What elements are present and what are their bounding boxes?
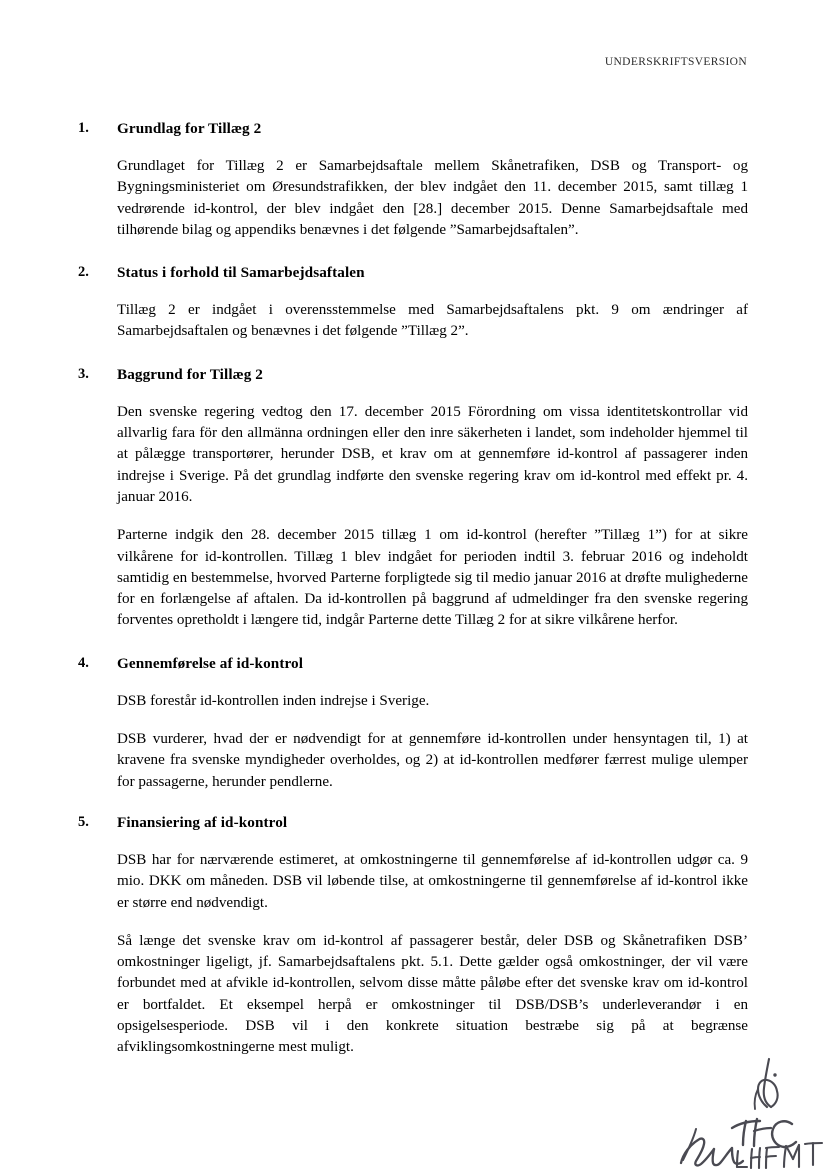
section-1 [78, 118, 748, 241]
section-4-heading [78, 653, 748, 674]
section-2-heading [78, 262, 748, 283]
section-1-paragraph-1: Grundlaget for Tillæg 2 er Samarbejdsaftale mellem Skånetrafiken, DSB og Transport- og Bygningsministeriet om Øresundstrafikken, der blev indgået den 11. december 2015, samt tillæg 1 vedrørende id-kontrol, der blev indgået den [28.] december 2015. Denne Samarbejdsaftale med tilhørende bilag og appendiks benævnes i det følgende ”Samarbejdsaftalen”. [117, 158, 748, 238]
spacer [78, 712, 748, 729]
section-5-title: Finansiering af id-kontrol [117, 813, 288, 831]
section-5-paragraph-2: Så længe det svenske krav om id-kontrol af passagerer består, deler DSB og Skånetrafiken DSB’ omkostninger ligeligt, jf. Samarbejdsaftalens pkt. 5.1. Dette gælder også omkostninger, der vil være forbundet med at afvikle id-kontrollen, selvom disse måtte påløbe efter det svenske krav om id-kontrol er bortfaldet. Et eksempel herpå er omkostninger til DSB/DSB’s underleverandør i en opsigelsesperiode. DSB vil i den konkrete situation bestræbe sig på at begrænse afviklingsomkostningerne mest muligt. [117, 932, 748, 1056]
section-5-number: 5. [78, 813, 89, 830]
spacer [78, 283, 748, 300]
section-3-heading [78, 364, 748, 385]
spacer [78, 833, 748, 850]
section-1-heading [78, 118, 748, 139]
section-3-paragraph-2: Parterne indgik den 28. december 2015 tillæg 1 om id-kontrol (herefter ”Tillæg 1”) for at sikre vilkårene for id-kontrollen. Tillæg 1 blev indgået for perioden indtil 3. februar 2016 og indeholdt samtidig en bestemmelse, hvorved Parterne forpligtede sig til medio januar 2016 at drøfte mulighederne for en forlængelse af aftalen. Da id-kontrollen på baggrund af udmeldinger fra den svenske regering forventes opretholdt i længere tid, indgår Parterne dette Tillæg 2 for at sikre vilkårene herfor. [117, 527, 748, 629]
section-4-paragraph-2: DSB vurderer, hvad der er nødvendigt for at gennemføre id-kontrollen under hensyntagen til, 1) at kravene fra svenske myndigheder overholdes, og 2) at id-kontrollen medfører færrest mulige ulemper for passagerne, herunder pendlerne. [117, 731, 748, 790]
section-2-number: 2. [78, 264, 89, 281]
spacer [78, 139, 748, 156]
section-1-number: 1. [78, 120, 89, 136]
spacer [78, 385, 748, 402]
section-4-number: 4. [78, 654, 89, 671]
section-2-paragraph-1: Tillæg 2 er indgået i overensstemmelse med Samarbejdsaftalens pkt. 9 om ændringer af Samarbejdsaftalen og benævnes i det følgende ”Tillæg 2”. [117, 302, 748, 340]
section-3-paragraph-1: Den svenske regering vedtog den 17. december 2015 Förordning om vissa identitetskontrollar vid allvarlig fara för den allmänna ordningen eller den inre säkerheten i landet, som indeholder hjemmel til at pålægge transportører, herunder DSB, et krav om at gennemføre id-kontrol af passagerer inden indrejse i Sverige. På det grundlag indførte den svenske regering krav om id-kontrol med effekt pr. 4. januar 2016. [117, 403, 748, 505]
section-5 [78, 812, 748, 1059]
spacer [78, 343, 748, 364]
section-4-paragraph-1: DSB forestår id-kontrollen inden indrejse i Sverige. [117, 692, 430, 709]
spacer [78, 674, 748, 691]
section-5-heading [78, 812, 748, 833]
section-3 [78, 364, 748, 632]
section-5-paragraph-1: DSB har for nærværende estimeret, at omkostningerne til gennemførelse af id-kontrollen udgør ca. 9 mio. DKK om måneden. DSB vil løbende tilse, at omkostningerne til gennemførelse af id-kontrol ikke er større end nødvendigt. [117, 851, 748, 911]
section-1-title: Grundlag for Tillæg 2 [117, 120, 262, 137]
document-body [78, 118, 748, 1059]
spacer [78, 914, 748, 931]
section-2-title: Status i forhold til Samarbejdsaftalen [117, 264, 365, 282]
section-4-title: Gennemførelse af id-kontrol [117, 654, 304, 672]
section-3-title: Baggrund for Tillæg 2 [117, 365, 263, 383]
handwritten-signature-block [672, 1055, 828, 1169]
section-4 [78, 653, 748, 793]
spacer [78, 632, 748, 653]
section-2 [78, 262, 748, 343]
section-3-number: 3. [78, 365, 89, 382]
document-header-label: UNDERSKRIFTSVERSION [604, 56, 747, 68]
spacer [78, 793, 748, 812]
signature-ink-icon [672, 1055, 828, 1169]
spacer [78, 241, 748, 262]
spacer [78, 508, 748, 525]
